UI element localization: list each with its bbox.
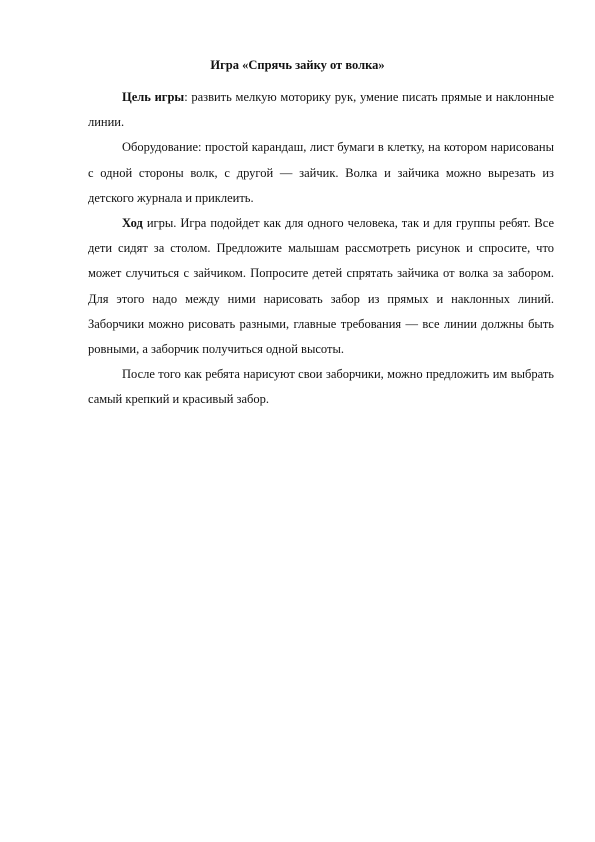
paragraph-text: Оборудование: простой карандаш, лист бумаги в клетку, на котором нарисованы с одной стороны волк, с другой — зайчик. Волка и зайчика можно вырезать из детского журнала и приклеить. [88, 140, 554, 205]
document-title: Игра «Спрячь зайку от волка» [210, 58, 385, 72]
paragraph-text: : развить мелкую моторику рук, умение писать прямые и наклонные линии. [88, 90, 555, 130]
paragraph-procedure [88, 211, 554, 362]
document-body [88, 85, 554, 413]
paragraph-equipment [88, 135, 554, 211]
paragraph-goal [88, 85, 554, 135]
paragraph-conclusion [88, 362, 554, 412]
paragraph-text: После того как ребята нарисуют свои заборчики, можно предложить им выбрать самый крепкий и красивый забор. [88, 367, 554, 407]
paragraph-lead: Ход [122, 216, 143, 231]
paragraph-lead: Цель игры [122, 90, 185, 104]
paragraph-text: игры. Игра подойдет как для одного человека, так и для группы ребят. Все дети сидят за столом. Предложите малышам рассмотреть рисунок и спросите, что может случиться с зайчиком. Попросите детей спрятать зайчика от волка за забором. Для этого надо между ними нарисовать забор из прямых и наклонных линий. Заборчики можно рисовать разными, главные требования — все линии должны быть ровными, а заборчик получиться одной высоты. [88, 216, 554, 357]
